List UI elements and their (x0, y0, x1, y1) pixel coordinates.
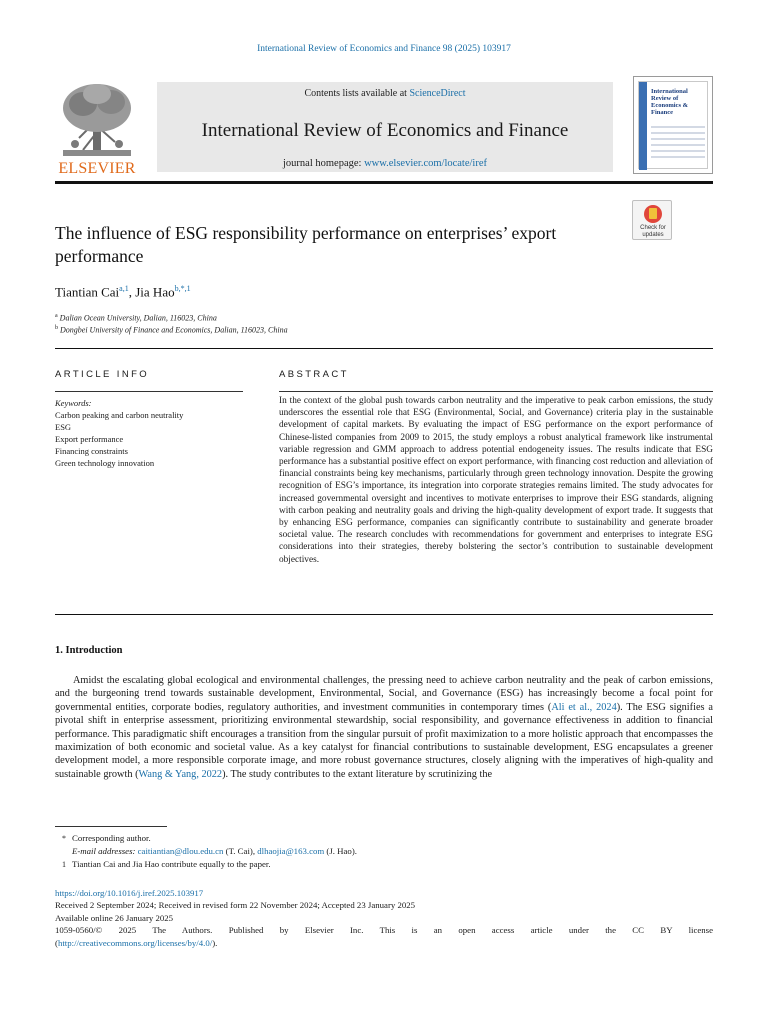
article-metadata (55, 887, 713, 949)
author-name[interactable]: Tiantian Cai (55, 284, 120, 300)
intro-text: ). The study contributes to the extant literature by scrutinizing the (222, 768, 493, 780)
affiliation-text: Dongbei University of Finance and Economics, Dalian, 116023, China (60, 325, 288, 335)
cover-color-bar (639, 82, 647, 170)
abstract-rule (279, 391, 713, 392)
received-dates: Received 2 September 2024; Received in revised form 22 November 2024; Accepted 23 January 2025 (55, 900, 416, 911)
homepage-line (157, 158, 613, 169)
license-link[interactable]: http://creativecommons.org/licenses/by/4.0/ (57, 937, 213, 948)
keywords-list (55, 397, 243, 469)
journal-name: International Review of Economics and Finance (201, 120, 569, 141)
author-affiliation-mark[interactable]: b,*,1 (174, 284, 191, 293)
footnote-mark: 1 (62, 860, 66, 869)
footnote-corresponding (62, 832, 712, 845)
footnote-equal-contribution (62, 858, 712, 871)
footnote-text: Tiantian Cai and Jia Hao contribute equally to the paper. (72, 859, 271, 869)
author-name[interactable]: Jia Hao (135, 284, 175, 300)
footnote-text: Corresponding author. (72, 833, 151, 843)
email-link[interactable]: caitiantian@dlou.edu.cn (137, 846, 224, 856)
footnote-rule (55, 826, 167, 827)
article-title: The influence of ESG responsibility performance on enterprises’ export performance (55, 223, 557, 266)
crossmark-icon (644, 205, 662, 223)
keyword-item: Carbon peaking and carbon neutrality (55, 410, 184, 420)
crossmark-label: Check for updates (640, 225, 666, 238)
cover-frame (638, 81, 708, 169)
citation-link[interactable]: Ali et al., 2024 (551, 701, 617, 713)
abstract-heading: ABSTRACT (279, 369, 349, 380)
running-head[interactable]: International Review of Economics and Finance 98 (2025) 103917 (257, 44, 511, 54)
elsevier-logo[interactable] (55, 80, 139, 176)
keywords-label: Keywords: (55, 398, 92, 408)
introduction-paragraph (55, 674, 713, 781)
intro-text: Amidst the escalating global ecological and environmental challenges, the pressing need to achieve carbon neutrality and the peak of carbon emissions, and the burgeoning trend towards sustainable development, Environmental, Social, and Governance (ESG) has increasingly become a focal point for governmental entities, corporate bodies, regulatory authorities, and investment communities in contemporary times ( (55, 675, 713, 713)
doi-link[interactable]: https://doi.org/10.1016/j.iref.2025.103917 (55, 888, 204, 898)
journal-masthead (55, 76, 713, 176)
affiliation-text: Dalian Ocean University, Dalian, 116023, China (59, 313, 217, 323)
intro-text: ). The ESG signifies a pivotal shift in enterprise assessment, prioritizing environmental stewardship, social responsibility, and governance effectiveness in addition to financial performance. This paradigmatic shift encourages a transition from the singular pursuit of profit maximization to a more holistic approach that encompasses the maximization of both economic and societal value. As a key catalyst for financial contributions to sustainable development, ESG encapsulates a greener development model, a more responsible corporate image, and more robust governance structures, closely aligning with the imperatives of high-quality and sustainable growth ( (55, 701, 713, 780)
affiliation-mark: b (55, 325, 58, 331)
journal-homepage-link[interactable]: www.elsevier.com/locate/iref (364, 158, 487, 169)
introduction-heading: 1. Introduction (55, 645, 123, 656)
author-affiliation-mark[interactable]: a,1 (119, 284, 129, 293)
sciencedirect-link[interactable]: ScienceDirect (409, 88, 466, 99)
contents-line (157, 88, 613, 99)
check-for-updates-button[interactable] (632, 200, 672, 240)
contents-prefix: Contents lists available at (304, 88, 410, 99)
license-statement: 1059-0560/© 2025 The Authors. Published by Elsevier Inc. This is an open access article under the CC BY license (55, 925, 713, 936)
footnote-mark: * (62, 834, 66, 843)
license-link-line: (http://creativecommons.org/licenses/by/4.0/). (55, 937, 218, 948)
footnotes (62, 832, 712, 871)
section-rule (55, 348, 713, 349)
keyword-item: Financing constraints (55, 446, 128, 456)
homepage-prefix: journal homepage: (283, 158, 365, 169)
author-separator: , (128, 284, 136, 300)
section-rule (55, 614, 713, 615)
cover-title: International Review of Economics & Finance (651, 88, 689, 116)
journal-banner (157, 82, 613, 172)
email-owner: (J. Hao). (324, 846, 357, 856)
email-owner: (T. Cai), (223, 846, 258, 856)
available-online-date: Available online 26 January 2025 (55, 912, 174, 923)
keyword-item: Green technology innovation (55, 458, 155, 468)
cover-decoration (651, 126, 705, 162)
article-info-rule (55, 391, 243, 392)
email-label: E-mail addresses: (72, 846, 138, 856)
elsevier-tree-icon (57, 80, 137, 158)
publisher-name: ELSEVIER (58, 160, 136, 177)
citation-link[interactable]: Wang & Yang, 2022 (138, 768, 223, 780)
article-info-heading: ARTICLE INFO (55, 369, 150, 380)
abstract-text: In the context of the global push towards carbon neutrality and the imperative to peak carbon emissions, the study underscores the essential role that ESG (Environmental, Social, and Governance) criteria play in the sustainable development of capital markets. By evaluating the impact of ESG performance on the export performance of Chinese-listed companies from 2009 to 2015, the study employs a robust analytical framework like instrumental variable regression and GMM approach to address potential endogeneity issues. The results indicate that ESG performance has a substantial positive effect on export performance, with financing cost reduction and alleviation of financial constraints being key mechanisms, particularly through green technology innovation. Despite the growing recognition of ESG’s importance, its integration into corporate strategies remains limited. The study advocates for increased governmental oversight and incentives to motivate enterprises to improve their ESG standards, aligning with carbon peaking and neutrality goals and driving the high-quality development of export trade. It suggests that by enhancing ESG performance, companies can significantly contribute to sustainability and generate broader societal value. The research concludes with recommendations for government and enterprises to integrate ESG considerations into their strategies, thereby bolstering the sector’s contribution to sustainable development objectives. (279, 396, 713, 565)
masthead-rule (55, 181, 713, 184)
email-link[interactable]: dlhaojia@163.com (257, 846, 325, 856)
journal-cover-thumbnail[interactable] (633, 76, 713, 174)
affiliation (55, 313, 217, 323)
affiliation (55, 325, 288, 335)
footnote-emails (62, 845, 712, 858)
author-list (55, 284, 191, 300)
keyword-item: Export performance (55, 434, 124, 444)
affiliation-mark: a (55, 313, 58, 319)
keyword-item: ESG (55, 422, 72, 432)
